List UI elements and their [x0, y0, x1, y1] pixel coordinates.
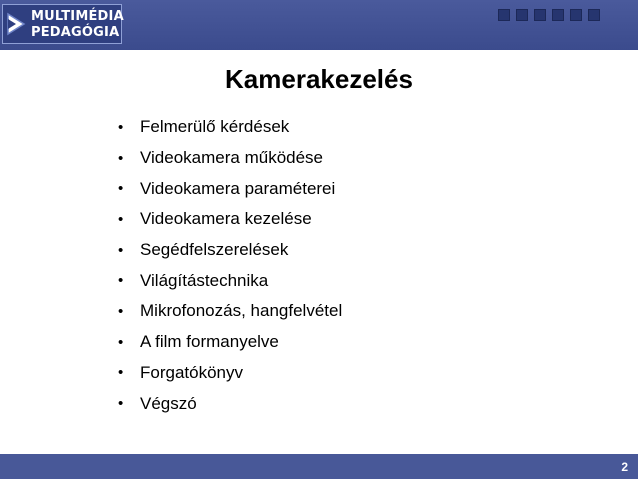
- bullet-icon: •: [118, 272, 124, 290]
- slide-title: Kamerakezelés: [225, 64, 413, 94]
- bullet-text: Segédfelszerelések: [140, 240, 289, 260]
- list-item: [118, 265, 342, 296]
- bullet-icon: •: [118, 302, 124, 320]
- list-item: [118, 358, 342, 389]
- bullet-icon: •: [118, 118, 124, 136]
- logo-text-line2: PEDAGÓGIA: [31, 25, 120, 40]
- list-item: [118, 204, 342, 235]
- bullet-text: Videokamera kezelése: [140, 209, 312, 229]
- bullet-icon: •: [118, 180, 124, 198]
- decorative-squares: [498, 9, 600, 21]
- bullet-text: A film formanyelve: [140, 332, 279, 352]
- footer-bar: [0, 454, 638, 479]
- page-number: 2: [621, 460, 628, 474]
- bullet-icon: •: [118, 241, 124, 259]
- logo-text-line1: MULTIMÉDIA: [31, 9, 124, 24]
- multimedia-pedagogia-logo: [2, 4, 122, 44]
- square-icon: [516, 9, 528, 21]
- bullet-icon: •: [118, 364, 124, 382]
- list-item: [118, 327, 342, 358]
- bullet-text: Forgatókönyv: [140, 362, 243, 382]
- bullet-text: Világítástechnika: [140, 270, 269, 290]
- logo-arrow-icon: [6, 12, 26, 36]
- bullet-text: Mikrofonozás, hangfelvétel: [140, 301, 343, 321]
- header-bar: [0, 0, 638, 50]
- list-item: [118, 388, 342, 419]
- bullet-text: Végszó: [140, 393, 197, 413]
- bullet-text: Felmerülő kérdések: [140, 117, 290, 137]
- bullet-icon: •: [118, 395, 124, 413]
- list-item: [118, 173, 342, 204]
- list-item: [118, 235, 342, 266]
- bullet-icon: •: [118, 333, 124, 351]
- bullet-icon: •: [118, 149, 124, 167]
- bullet-list: [118, 112, 342, 419]
- list-item: [118, 143, 342, 174]
- bullet-text: Videokamera paraméterei: [140, 178, 336, 198]
- square-icon: [552, 9, 564, 21]
- bullet-icon: •: [118, 210, 124, 228]
- square-icon: [498, 9, 510, 21]
- bullet-text: Videokamera működése: [140, 148, 324, 168]
- square-icon: [534, 9, 546, 21]
- square-icon: [570, 9, 582, 21]
- list-item: [118, 112, 342, 143]
- list-item: [118, 296, 342, 327]
- square-icon: [588, 9, 600, 21]
